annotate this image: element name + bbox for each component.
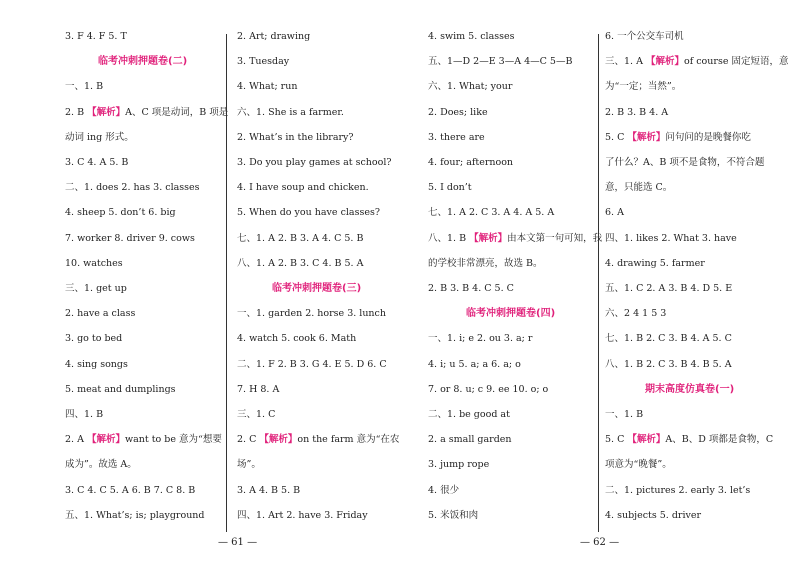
answer-line: 4. subjects 5. driver	[605, 509, 702, 521]
answer-line: 6. A	[605, 207, 624, 219]
answer-line: 的学校非常漂亮，故选 B。	[428, 257, 543, 269]
answer-line: 3. A 4. B 5. B	[237, 484, 301, 496]
section-title: 临考冲刺押题卷(四)	[466, 308, 556, 320]
answer-line: 一、1. B	[605, 409, 644, 420]
answer-line: 3. Do you play games at school?	[237, 157, 392, 168]
answer-line: 4. sheep 5. don’t 6. big	[65, 207, 176, 219]
analysis-tag: 【解析】	[259, 434, 298, 446]
answer-line: 项意为“晚餐”。	[605, 459, 672, 471]
answer-line: 一、1. B	[65, 81, 104, 93]
answer-line: 3. jump rope	[428, 459, 490, 471]
answer-line: 六、1. She is a farmer.	[237, 106, 344, 118]
answer-line: 3. Tuesday	[237, 56, 290, 68]
answer-line: 七、1. A 2. C 3. A 4. A 5. A	[428, 207, 555, 219]
answer-line: 5. When do you have classes?	[237, 207, 380, 219]
answer-prefix: 5. C	[605, 434, 628, 446]
answer-prefix: 2. C	[237, 434, 260, 446]
answer-line: 4. four; afternoon	[428, 157, 514, 168]
answer-line: 5. meat and dumplings	[65, 383, 176, 395]
answer-line: 4. watch 5. cook 6. Math	[237, 333, 357, 345]
answer-line-with-analysis	[605, 433, 773, 447]
answer-prefix: 三、1. A	[605, 56, 646, 68]
answer-line: 为“一定；当然”。	[605, 81, 682, 93]
answer-line: 3. go to bed	[65, 333, 123, 345]
answer-line-with-analysis	[605, 131, 751, 145]
answer-line: 二、1. pictures 2. early 3. let’s	[605, 484, 751, 496]
answer-line: 四、1. Art 2. have 3. Friday	[237, 509, 368, 521]
section-title: 临考冲刺押题卷(二)	[98, 56, 188, 68]
answer-line-with-analysis	[237, 433, 399, 447]
answer-line: 三、1. get up	[65, 283, 127, 294]
answer-line: 2. Does; like	[428, 106, 488, 118]
answer-line: 场”。	[237, 459, 261, 471]
answer-line: 二、1. does 2. has 3. classes	[65, 182, 200, 194]
column-divider-right	[598, 34, 599, 532]
answer-line: 五、1—D 2—E 3—A 4—C 5—B	[428, 56, 573, 68]
answer-line: 7. or 8. u; c 9. ee 10. o; o	[428, 383, 549, 395]
analysis-text: 由本文第一句可知，我	[507, 232, 603, 244]
analysis-text: 问句问的是晚餐你吃	[665, 131, 751, 143]
answer-line: 六、2 4 1 5 3	[605, 308, 667, 320]
answer-line: 一、1. i; e 2. ou 3. a; r	[428, 333, 533, 345]
answer-line: 4. swim 5. classes	[428, 31, 515, 42]
answer-line: 4. i; u 5. a; a 6. a; o	[428, 358, 521, 370]
answer-line: 10. watches	[65, 257, 123, 269]
analysis-text: of course 固定短语，意	[683, 56, 789, 68]
answer-line: 4. drawing 5. farmer	[605, 257, 705, 269]
analysis-tag: 【解析】	[87, 106, 126, 118]
answer-line: 5. 米饭和肉	[428, 509, 479, 521]
answer-line: 动词 ing 形式。	[65, 131, 134, 143]
answer-line: 4. What; run	[237, 81, 298, 93]
answer-line-with-analysis	[65, 433, 222, 447]
answer-line: 2. What’s in the library?	[237, 131, 354, 143]
analysis-text: on the farm 意为“在农	[297, 434, 400, 446]
answer-line: 七、1. A 2. B 3. A 4. C 5. B	[237, 232, 364, 244]
answer-line: 成为”。故选 A。	[65, 459, 137, 471]
answer-line: 2. B 3. B 4. A	[605, 106, 669, 118]
answer-line: 了什么？A、B 项不是食物，不符合题	[605, 157, 765, 168]
answer-line-with-analysis	[428, 232, 602, 246]
analysis-tag: 【解析】	[469, 232, 508, 244]
section-title: 临考冲刺押题卷(三)	[272, 283, 362, 294]
page-number-right: — 62 —	[580, 537, 620, 548]
column-divider-left	[226, 34, 227, 532]
answer-line: 二、1. F 2. B 3. G 4. E 5. D 6. C	[237, 358, 387, 370]
section-title: 期末高度仿真卷(一)	[645, 383, 735, 395]
answer-line: 3. F 4. F 5. T	[65, 31, 127, 42]
answer-line: 六、1. What; your	[428, 81, 513, 93]
answer-line: 一、1. garden 2. horse 3. lunch	[237, 308, 386, 320]
answer-line: 7. worker 8. driver 9. cows	[65, 232, 195, 244]
answer-line: 八、1. B 2. C 3. B 4. B 5. A	[605, 358, 732, 370]
answer-line: 4. sing songs	[65, 358, 128, 370]
page-number-left: — 61 —	[218, 537, 258, 548]
answer-line: 四、1. likes 2. What 3. have	[605, 232, 737, 244]
answer-line: 4. I have soup and chicken.	[237, 182, 369, 194]
answer-line: 6. 一个公交车司机	[605, 31, 684, 42]
answer-line: 2. B 3. B 4. C 5. C	[428, 283, 514, 294]
answer-prefix: 5. C	[605, 131, 628, 143]
analysis-text: A、C 项是动词，B 项是	[125, 106, 229, 118]
answer-line: 2. a small garden	[428, 434, 512, 446]
answer-line: 5. I don’t	[428, 182, 472, 194]
analysis-text: want to be 意为“想要	[124, 434, 222, 446]
answer-line: 7. H 8. A	[237, 383, 280, 395]
answer-prefix: 八、1. B	[428, 232, 470, 244]
analysis-tag: 【解析】	[645, 56, 684, 68]
analysis-tag: 【解析】	[86, 434, 125, 446]
answer-line: 四、1. B	[65, 409, 104, 420]
answer-line: 2. Art; drawing	[237, 31, 311, 42]
answer-line: 2. have a class	[65, 308, 136, 320]
answer-line: 五、1. C 2. A 3. B 4. D 5. E	[605, 283, 733, 294]
answer-line: 4. 很少	[428, 484, 460, 496]
answer-prefix: 2. B	[65, 106, 88, 118]
answer-line: 意，只能选 C。	[605, 182, 673, 194]
answer-line-with-analysis	[605, 55, 788, 69]
answer-line-with-analysis	[65, 106, 228, 120]
answer-line: 3. C 4. A 5. B	[65, 157, 129, 168]
answer-line: 3. C 4. C 5. A 6. B 7. C 8. B	[65, 484, 196, 496]
analysis-tag: 【解析】	[627, 131, 666, 143]
answer-line: 二、1. be good at	[428, 409, 510, 420]
answer-line: 八、1. A 2. B 3. C 4. B 5. A	[237, 257, 364, 269]
answer-line: 七、1. B 2. C 3. B 4. A 5. C	[605, 333, 732, 345]
answer-line: 三、1. C	[237, 409, 276, 420]
answer-line: 3. there are	[428, 131, 485, 143]
answer-prefix: 2. A	[65, 434, 87, 446]
analysis-tag: 【解析】	[627, 434, 666, 446]
answer-line: 五、1. What’s; is; playground	[65, 509, 205, 521]
analysis-text: A、B、D 项都是食物，C	[665, 434, 774, 446]
